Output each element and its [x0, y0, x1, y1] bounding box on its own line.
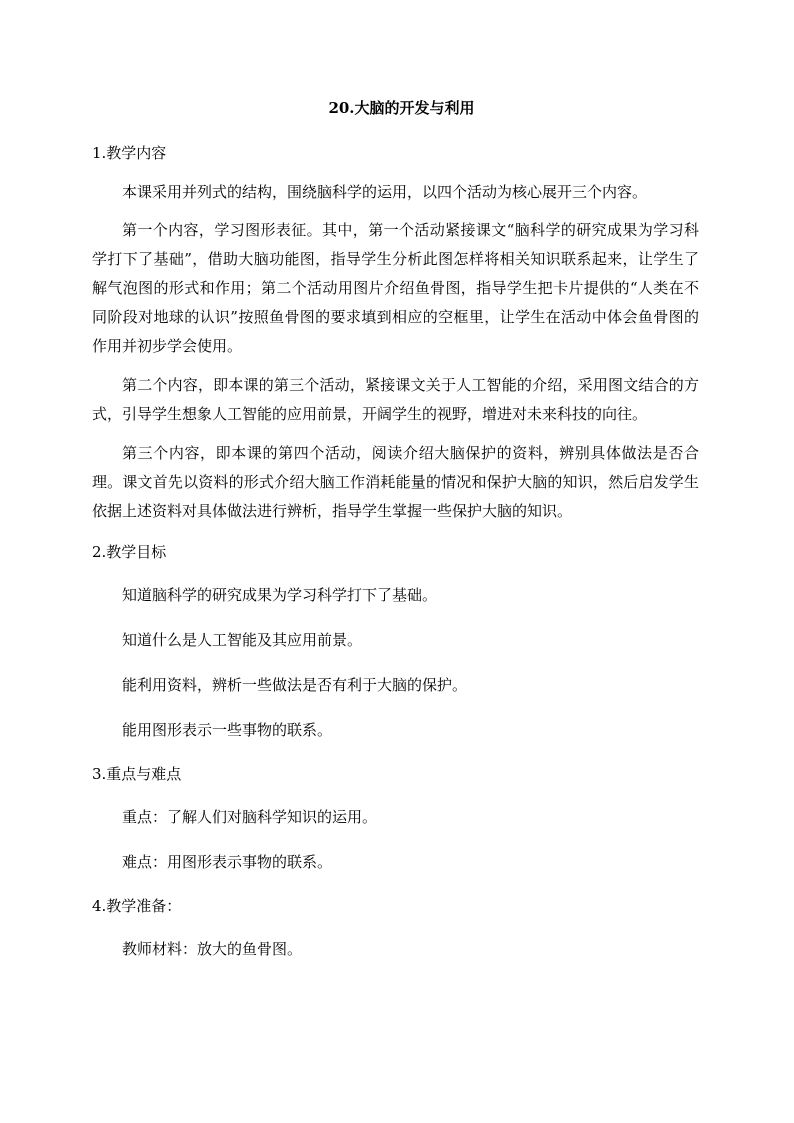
section-heading-teaching-content: 1.教学内容: [92, 144, 167, 162]
list-item: 教师材料：放大的鱼骨图。: [122, 940, 303, 958]
list-item: 知道什么是人工智能及其应用前景。: [122, 631, 363, 649]
section-heading-teaching-goals: 2.教学目标: [92, 543, 167, 561]
paragraph: 第二个内容，即本课的第三个活动，紧接课文关于人工智能的介绍，采用图文结合的方式，引导学生想象人工智能的应用前景，开阔学生的视野，增进对未来科技的向往。: [92, 376, 699, 423]
paragraph: 本课采用并列式的结构，围绕脑科学的运用，以四个活动为核心展开三个内容。: [122, 183, 648, 201]
list-item: 重点：了解人们对脑科学知识的运用。: [122, 808, 378, 826]
paragraph: 第三个内容，即本课的第四个活动，阅读介绍大脑保护的资料，辨别具体做法是否合理。课文首先以资料的形式介绍大脑工作消耗能量的情况和保护大脑的知识，然后启发学生依据上述资料对具体做法进行辨析，指导学生掌握一些保护大脑的知识。: [92, 444, 699, 520]
list-item: 能用图形表示一些事物的联系。: [122, 721, 333, 739]
list-item: 知道脑科学的研究成果为学习科学打下了基础。: [122, 586, 438, 604]
list-item: 难点：用图形表示事物的联系。: [122, 853, 333, 871]
document-title: 20.大脑的开发与利用: [328, 99, 475, 117]
paragraph: 第一个内容，学习图形表征。其中，第一个活动紧接课文“脑科学的研究成果为学习科学打下了基础”，借助大脑功能图，指导学生分析此图怎样将相关知识联系起来，让学生了解气泡图的形式和作用；第二个活动用图片介绍鱼骨图，指导学生把卡片提供的“人类在不同阶段对地球的认识”按照鱼骨图的要求填到相应的空框里，让学生在活动中体会鱼骨图的作用并初步学会使用。: [92, 221, 699, 355]
section-heading-key-points: 3.重点与难点: [92, 765, 182, 783]
section-heading-preparation: 4.教学准备：: [92, 897, 182, 915]
list-item: 能利用资料，辨析一些做法是否有利于大脑的保护。: [122, 676, 468, 694]
